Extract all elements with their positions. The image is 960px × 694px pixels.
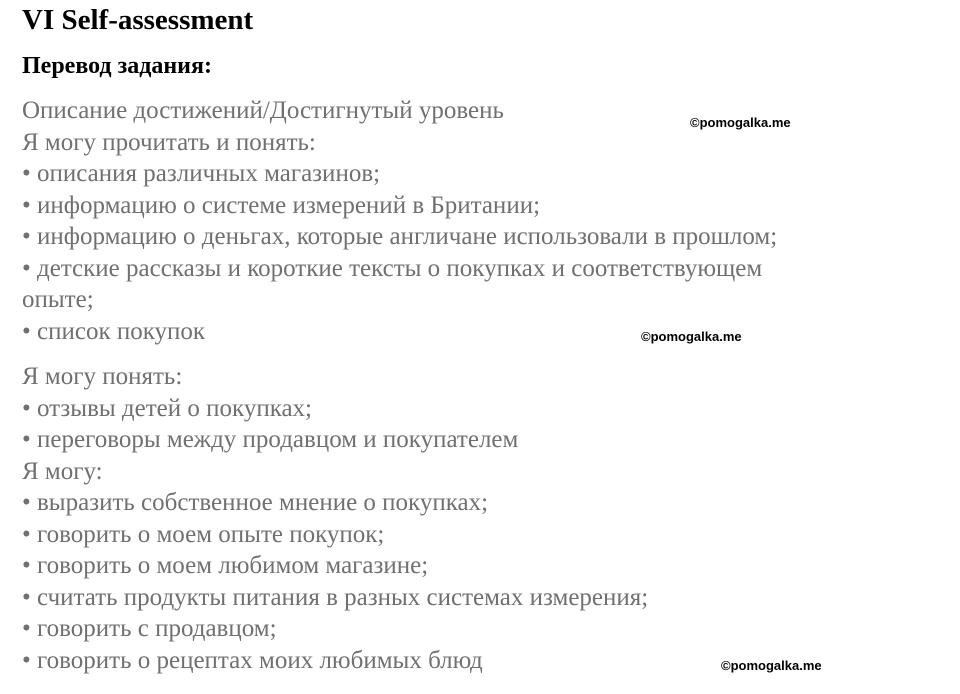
achievements-block-reading [22, 95, 777, 347]
list-item: • говорить о моем опыте покупок; [22, 520, 385, 548]
watermark: ©pomogalka.me [641, 329, 742, 344]
list-item: • информацию о деньгах, которые англичане использовали в прошлом; [22, 223, 778, 250]
watermark: ©pomogalka.me [690, 115, 791, 130]
section-subtitle: Перевод задания: [22, 53, 212, 79]
list-item: • говорить с продавцом; [22, 615, 277, 642]
list-item: • переговоры между продавцом и покупателем [22, 426, 519, 453]
list-item: • детские рассказы и короткие тексты о покупках и соответствующем [22, 254, 763, 282]
list-item: • список покупок [22, 317, 206, 345]
list-item: • говорить о моем любимом магазине; [22, 552, 429, 579]
achievements-block-listening-speaking [22, 361, 648, 676]
list-item: • отзывы детей о покупках; [22, 394, 313, 422]
list-item: • выразить собственное мнение о покупках; [22, 489, 489, 516]
list-item-continuation: опыте; [22, 286, 94, 313]
text-line: Я могу: [22, 457, 103, 485]
list-item: • говорить о рецептах моих любимых блюд [22, 646, 483, 674]
text-line: Описание достижений/Достигнутый уровень [22, 97, 504, 124]
list-item: • считать продукты питания в разных системах измерения; [22, 583, 649, 611]
watermark: ©pomogalka.me [721, 658, 822, 673]
text-line: Я могу понять: [22, 363, 183, 390]
text-line: Я могу прочитать и понять: [22, 128, 316, 156]
list-item: • описания различных магазинов; [22, 160, 381, 187]
list-item: • информацию о системе измерений в Британии; [22, 191, 541, 219]
page-title: VI Self-assessment [22, 4, 254, 36]
